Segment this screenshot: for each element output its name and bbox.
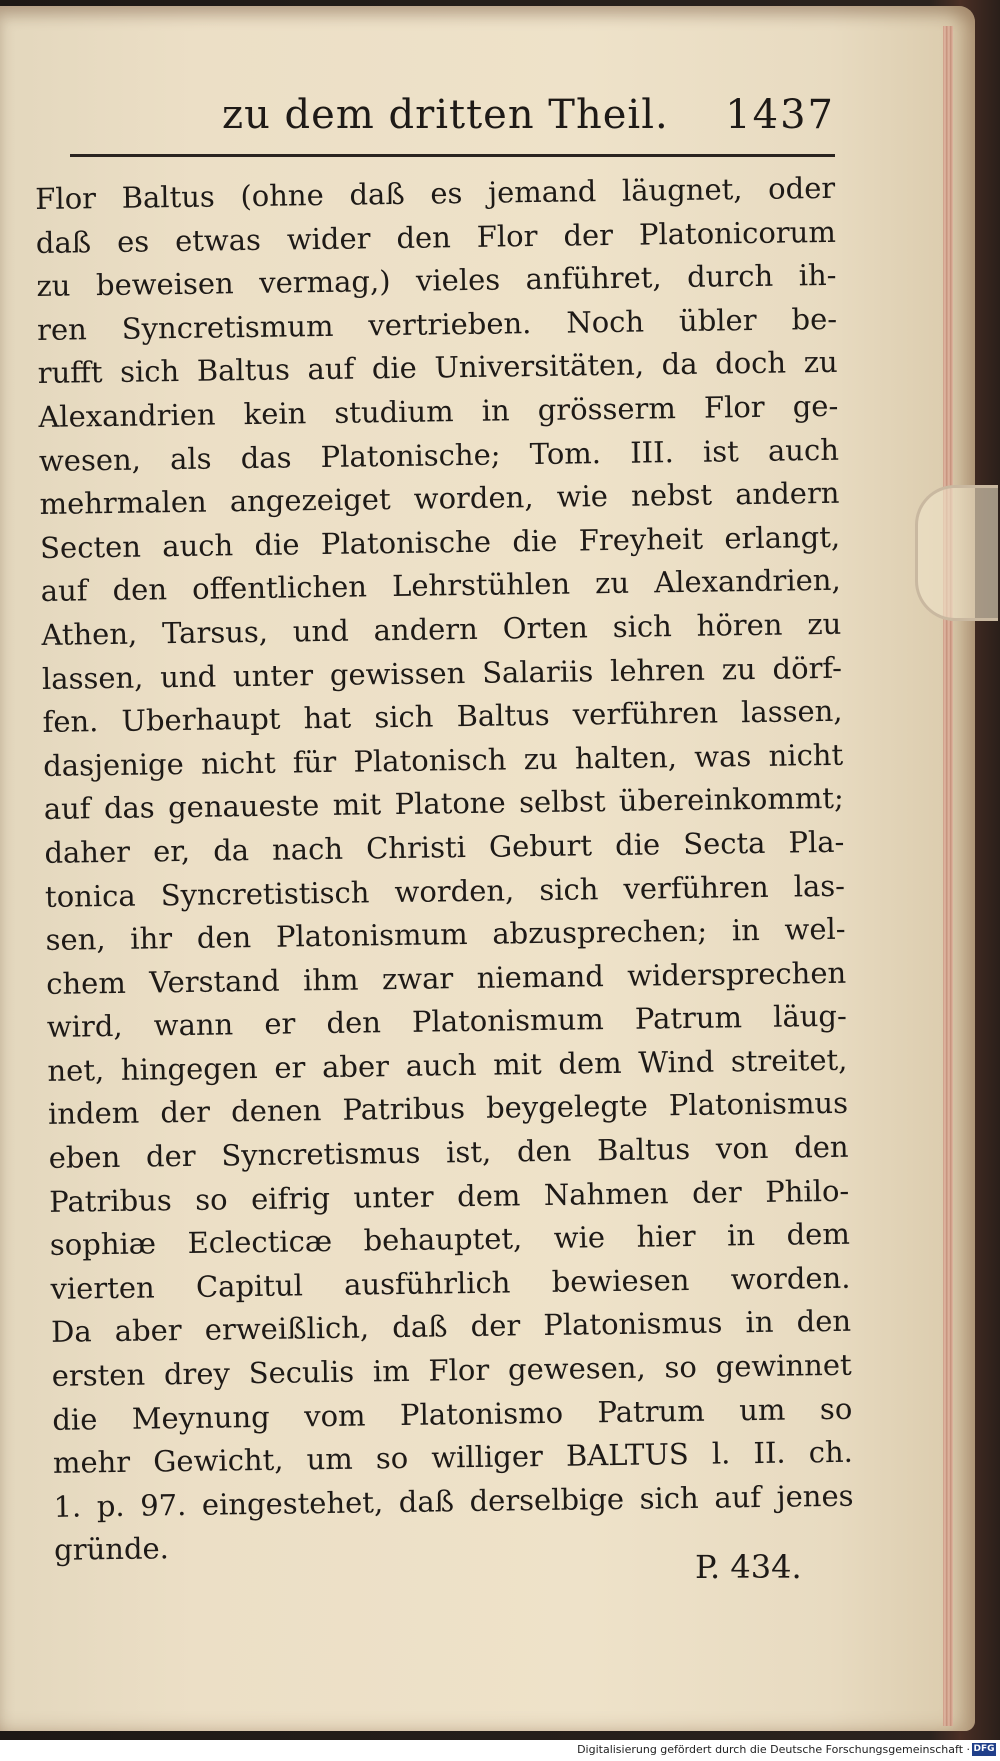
text-line: Alexandrien kein studium in grösserm Flor ge- — [38, 388, 839, 434]
text-line: tonica Syncretistisch worden, sich verführen las- — [44, 868, 846, 914]
text-line: Patribus so eifrig unter dem Nahmen der Philo- — [49, 1173, 850, 1219]
text-line: sen, ihr den Platonismum abzusprechen; in wel- — [45, 911, 846, 958]
text-line: net, hingegen er aber auch mit dem Wind streitet, — [47, 1042, 848, 1088]
text-line: dasjenige nicht für Platonisch zu halten, was nicht — [42, 737, 844, 783]
page-header — [210, 92, 835, 152]
text-line: mehrmalen angezeiget worden, wie nebst andern — [39, 475, 840, 522]
running-title: zu dem dritten Theil. — [222, 92, 669, 138]
text-line: rufft sich Baltus auf die Universitäten, da doch zu — [37, 345, 838, 391]
page-tab — [915, 485, 998, 621]
header-rule — [70, 154, 835, 157]
text-line: lassen, und unter gewissen Salariis lehren zu dörf- — [41, 650, 843, 696]
text-line: daher er, da nach Christi Geburt die Secta Pla- — [44, 824, 845, 870]
text-line: zu beweisen vermag,) vieles anführet, durch ih- — [36, 258, 837, 304]
text-line: 1. p. 97. eingestehet, daß derselbige sich auf jenes — [53, 1478, 854, 1524]
text-line: Athen, Tarsus, und andern Orten sich hören zu — [41, 606, 842, 652]
dfg-logo: DFG — [973, 1744, 995, 1754]
text-line: Secten auch die Platonische die Freyheit erlangt, — [39, 519, 841, 565]
body-text — [35, 167, 854, 1573]
text-line: indem der denen Patribus beygelegte Platonismus — [47, 1086, 849, 1132]
page-number: 1437 — [725, 92, 835, 138]
page-edge — [943, 26, 953, 1726]
catchword: P. 434. — [695, 1548, 802, 1586]
text-line: mehr Gewicht, um so williger BALTUS l. II. ch. — [52, 1434, 854, 1481]
text-line: gründe. — [53, 1531, 170, 1568]
text-line: chem Verstand ihm zwar niemand widersprechen — [46, 955, 847, 1001]
text-line: ren Syncretismum vertrieben. Noch übler be- — [36, 301, 838, 347]
text-line: wesen, als das Platonische; Tom. III. ist auch — [38, 432, 840, 478]
text-line: daß es etwas wider den Flor der Platonicorum — [35, 214, 837, 260]
footer-credit: Digitalisierung gefördert durch die Deutsche Forschungsgemeinschaft · — [577, 1743, 970, 1756]
text-line: Flor Baltus (ohne daß es jemand läugnet, oder — [35, 170, 836, 216]
text-line: die Meynung vom Platonismo Patrum um so — [52, 1391, 853, 1437]
text-line: Da aber erweißlich, daß der Platonismus in den — [50, 1304, 852, 1350]
text-line: vierten Capitul ausführlich bewiesen worden. — [50, 1260, 851, 1306]
text-line: fen. Uberhaupt hat sich Baltus verführen lassen, — [42, 693, 843, 740]
text-line: auf den offentlichen Lehrstühlen zu Alexandrien, — [40, 563, 841, 609]
text-line: eben der Syncretismus ist, den Baltus von den — [48, 1129, 849, 1175]
text-line: wird, wann er den Platonismum Patrum läug- — [46, 999, 848, 1045]
text-line: auf das genaueste mit Platone selbst übereinkommt; — [43, 781, 844, 827]
text-line: sophiæ Eclecticæ behauptet, wie hier in dem — [49, 1216, 851, 1263]
text-line: ersten drey Seculis im Flor gewesen, so gewinnet — [51, 1347, 852, 1393]
